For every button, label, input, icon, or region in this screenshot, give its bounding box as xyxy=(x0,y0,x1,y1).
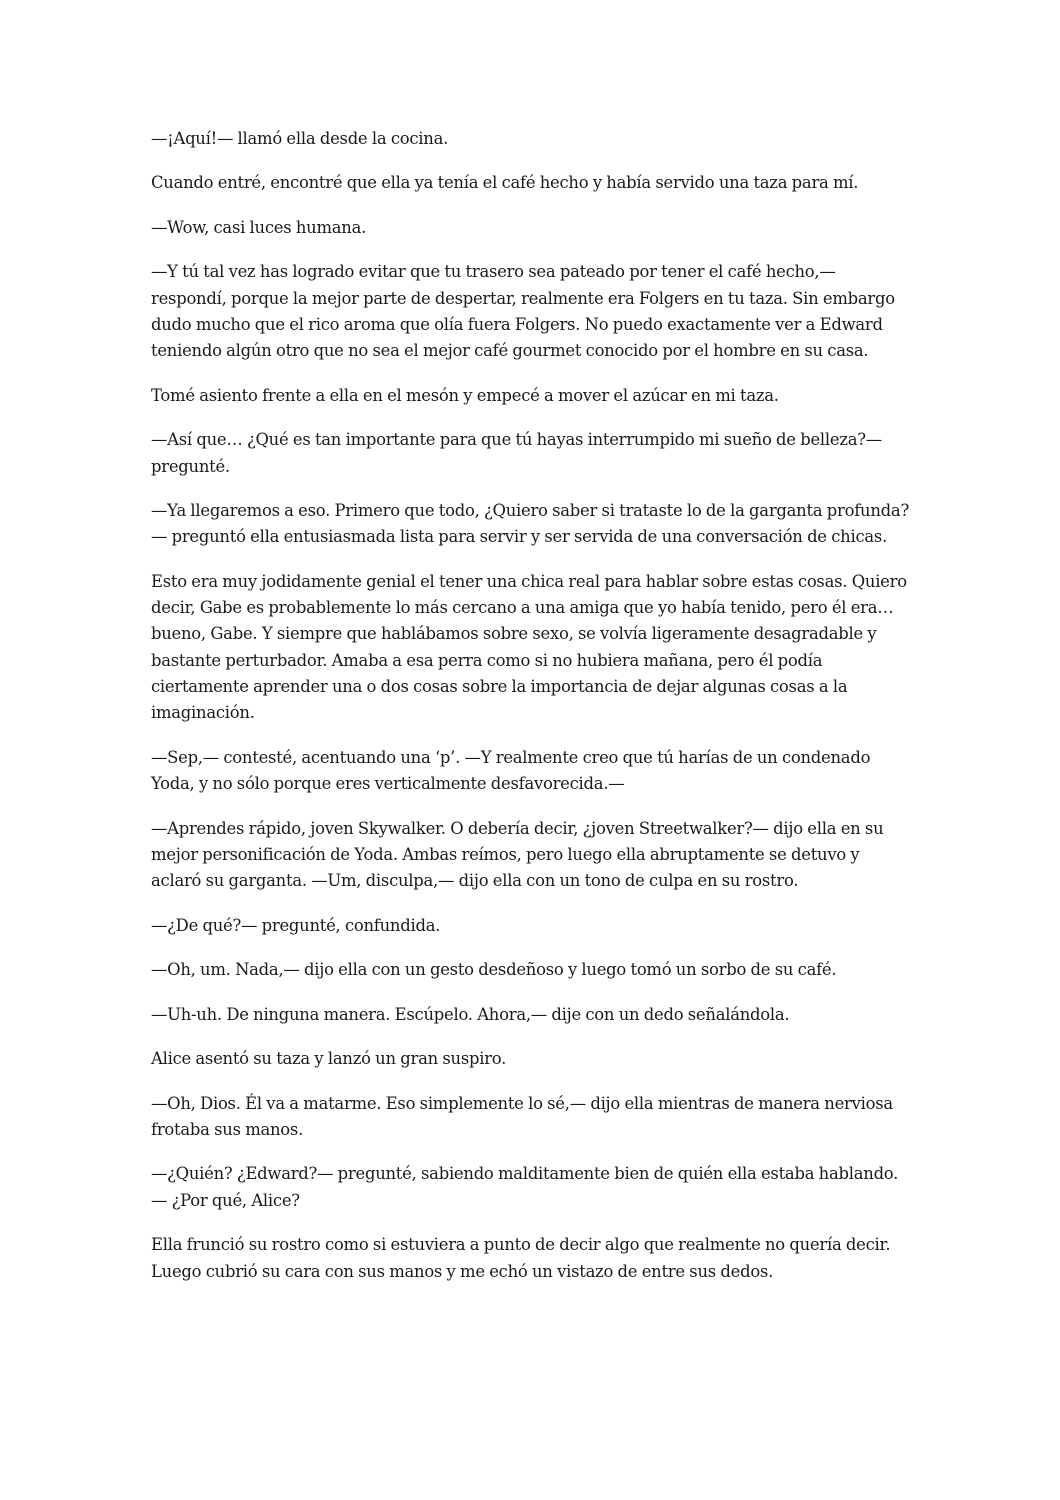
paragraph: Tomé asiento frente a ella en el mesón y empecé a mover el azúcar en mi taza. xyxy=(151,385,779,405)
paragraph: Ella frunció su rostro como si estuviera a punto de decir algo que realmente no quería decir. Luego cubrió su cara con sus manos y me echó un vistazo de entre sus dedos. xyxy=(151,1235,891,1281)
paragraph: —Wow, casi luces humana. xyxy=(151,217,367,237)
document-body xyxy=(151,126,911,1303)
paragraph: —Oh, um. Nada,— dijo ella con un gesto desdeñoso y luego tomó un sorbo de su café. xyxy=(151,960,837,980)
paragraph: Cuando entré, encontré que ella ya tenía el café hecho y había servido una taza para mí. xyxy=(151,173,859,193)
paragraph: Alice asentó su taza y lanzó un gran suspiro. xyxy=(151,1049,507,1069)
paragraph: —Uh-uh. De ninguna manera. Escúpelo. Ahora,— dije con un dedo señalándola. xyxy=(151,1004,790,1024)
paragraph: —¿Quién? ¿Edward?— pregunté, sabiendo malditamente bien de quién ella estaba hablando. — ¿Por qué, Alice? xyxy=(151,1164,899,1210)
paragraph: —¿De qué?— pregunté, confundida. xyxy=(151,915,441,935)
paragraph: —Ya llegaremos a eso. Primero que todo, ¿Quiero saber si trataste lo de la garganta profunda?— preguntó ella entusiasmada lista para servir y ser servida de una conversación de chicas. xyxy=(151,501,909,547)
paragraph: —Y tú tal vez has logrado evitar que tu trasero sea pateado por tener el café hecho,— respondí, porque la mejor parte de despertar, realmente era Folgers en tu taza. Sin embargo dudo mucho que el rico aroma que olía fuera Folgers. No puedo exactamente ver a Edward teniendo algún otro que no sea el mejor café gourmet conocido por el hombre en su casa. xyxy=(151,262,895,361)
paragraph: —¡Aquí!— llamó ella desde la cocina. xyxy=(151,129,449,148)
paragraph: —Aprendes rápido, joven Skywalker. O debería decir, ¿joven Streetwalker?— dijo ella en su mejor personificación de Yoda. Ambas reímos, pero luego ella abruptamente se detuvo y aclaró su garganta. —Um, disculpa,— dijo ella con un tono de culpa en su rostro. xyxy=(151,818,884,891)
paragraph: Esto era muy jodidamente genial el tener una chica real para hablar sobre estas cosas. Quiero decir, Gabe es probablemente lo más cercano a una amiga que yo había tenido, pero él era… bueno, Gabe. Y siempre que hablábamos sobre sexo, se volvía ligeramente desagradable y bastante perturbador. Amaba a esa perra como si no hubiera mañana, pero él podía ciertamente aprender una o dos cosas sobre la importancia de dejar algunas cosas a la imaginación. xyxy=(151,571,907,723)
paragraph: —Oh, Dios. Él va a matarme. Eso simplemente lo sé,— dijo ella mientras de manera nerviosa frotaba sus manos. xyxy=(151,1093,893,1139)
paragraph: —Sep,— contesté, acentuando una ‘p’. —Y realmente creo que tú harías de un condenado Yoda, y no sólo porque eres verticalmente desfavorecida.— xyxy=(151,747,871,794)
paragraph: —Así que… ¿Qué es tan importante para que tú hayas interrumpido mi sueño de belleza?— pregunté. xyxy=(151,430,882,476)
